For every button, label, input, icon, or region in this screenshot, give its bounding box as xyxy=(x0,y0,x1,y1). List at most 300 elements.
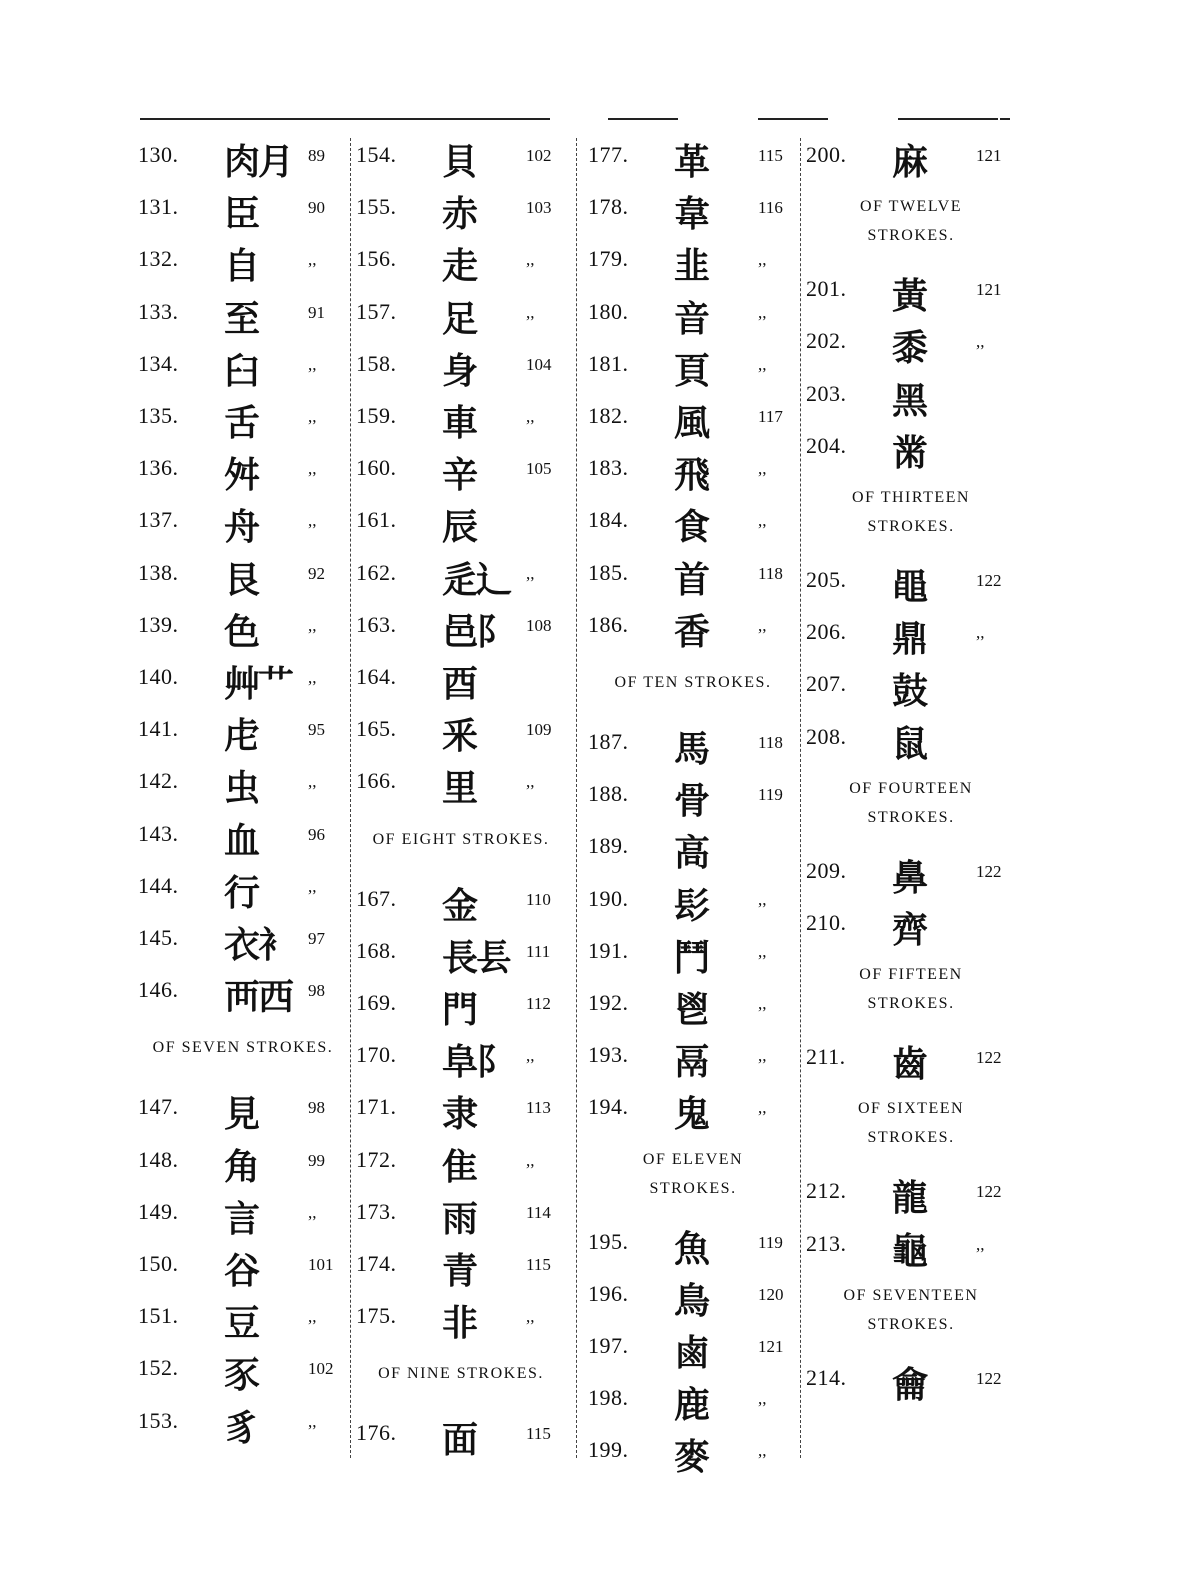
heading-line: OF TEN STROKES. xyxy=(614,674,772,691)
radical-character: 龜 xyxy=(892,1230,927,1272)
radical-character: 色 xyxy=(224,611,259,653)
radical-entry xyxy=(806,1217,1016,1272)
radical-index-page xyxy=(138,118,1016,1478)
page-reference: ,, xyxy=(758,1098,767,1118)
stroke-count-heading xyxy=(356,825,566,854)
heading-line: STROKES. xyxy=(867,995,955,1013)
radical-character: 釆 xyxy=(442,716,477,758)
page-reference: ,, xyxy=(526,250,535,270)
radical-entry xyxy=(138,493,348,549)
page-reference: 121 xyxy=(758,1337,784,1356)
radical-number: 207. xyxy=(806,671,847,697)
radical-entry xyxy=(806,1351,1016,1406)
page-reference: ,, xyxy=(976,1234,985,1254)
radical-entry xyxy=(806,657,1016,713)
radical-character: 韭 xyxy=(674,246,709,288)
radical-number: 146. xyxy=(138,977,179,1003)
radical-character: 角 xyxy=(224,1146,259,1188)
radical-entry xyxy=(806,262,1016,318)
radical-number: 140. xyxy=(138,664,179,689)
radical-character: 隶 xyxy=(442,1094,477,1136)
page-reference: 119 xyxy=(758,785,783,805)
page-reference: 92 xyxy=(308,563,325,583)
page-reference: ,, xyxy=(308,1307,317,1327)
radical-number: 135. xyxy=(138,403,179,428)
radical-entry xyxy=(356,1237,566,1292)
radical-entry xyxy=(588,1215,798,1270)
heading-line: STROKES. xyxy=(867,1129,955,1147)
page-reference: ,, xyxy=(758,354,767,374)
radical-entry xyxy=(588,1423,798,1479)
radical-number: 196. xyxy=(588,1280,629,1306)
radical-character: 虍 xyxy=(224,716,259,758)
radical-number: 141. xyxy=(138,716,179,742)
radical-character: 鬯 xyxy=(674,990,709,1031)
heading-line: STROKES. xyxy=(867,808,955,826)
radical-character: 青 xyxy=(442,1251,477,1292)
page-reference: 121 xyxy=(976,146,1002,165)
radical-number: 138. xyxy=(138,559,179,585)
page-reference: ,, xyxy=(308,772,317,792)
radical-number: 197. xyxy=(588,1333,629,1358)
page-reference: ,, xyxy=(308,1411,317,1431)
page-reference: ,, xyxy=(526,1307,535,1327)
page-reference: 122 xyxy=(976,861,1002,881)
page-reference: ,, xyxy=(526,772,535,792)
radical-number: 172. xyxy=(356,1146,397,1172)
radical-entry xyxy=(588,285,798,340)
radical-number: 160. xyxy=(356,455,397,481)
page-reference: ,, xyxy=(308,1202,317,1222)
page-reference: 97 xyxy=(308,929,325,948)
radical-number: 136. xyxy=(138,455,179,481)
radical-number: 175. xyxy=(356,1303,397,1329)
radical-entry xyxy=(806,1030,1016,1086)
stroke-count-heading xyxy=(806,1281,1016,1339)
radical-entry xyxy=(138,702,348,758)
radical-character: 麻 xyxy=(892,142,927,183)
radical-character: 襾西 xyxy=(224,977,293,1019)
radical-entry xyxy=(138,1237,348,1292)
heading-line: OF NINE STROKES. xyxy=(378,1365,544,1383)
radical-character: 韋 xyxy=(674,194,709,236)
radical-number: 205. xyxy=(806,567,847,592)
radical-entry xyxy=(356,650,566,705)
heading-line: OF FIFTEEN xyxy=(859,966,963,984)
page-reference: ,, xyxy=(308,459,317,479)
radical-number: 189. xyxy=(588,833,629,859)
page-reference: 111 xyxy=(526,941,551,961)
radical-number: 173. xyxy=(356,1198,397,1224)
page-reference: 114 xyxy=(526,1202,551,1222)
radical-character: 鬲 xyxy=(674,1042,709,1084)
radical-entry xyxy=(588,1028,798,1084)
radical-character: 舟 xyxy=(224,507,259,549)
radical-entry xyxy=(138,285,348,340)
page-reference: 122 xyxy=(976,1048,1002,1068)
heading-line: OF TWELVE xyxy=(860,198,962,216)
radical-character: 齊 xyxy=(892,910,927,951)
radical-number: 156. xyxy=(356,246,397,272)
page-reference: 121 xyxy=(976,280,1002,300)
radical-entry xyxy=(138,1289,348,1345)
heading-line: OF FOURTEEN xyxy=(849,779,973,797)
radical-entry xyxy=(138,389,348,444)
radical-character: 身 xyxy=(442,350,477,392)
radical-entry xyxy=(356,702,566,758)
radical-entry xyxy=(138,859,348,914)
radical-entry xyxy=(356,128,566,183)
page-reference: 95 xyxy=(308,720,325,740)
radical-entry xyxy=(356,180,566,236)
radical-character: 辛 xyxy=(442,455,477,497)
radical-character: 面 xyxy=(442,1420,477,1462)
top-rule xyxy=(140,118,550,120)
radical-entry xyxy=(138,650,348,705)
radical-number: 186. xyxy=(588,611,629,637)
radical-number: 168. xyxy=(356,937,397,963)
radical-character: 鳥 xyxy=(674,1280,709,1322)
radical-number: 184. xyxy=(588,507,629,533)
radical-entry xyxy=(806,367,1016,422)
radical-entry xyxy=(356,546,566,601)
radical-number: 188. xyxy=(588,781,629,807)
radical-entry xyxy=(356,754,566,810)
radical-entry xyxy=(588,493,798,549)
radical-number: 167. xyxy=(356,885,397,911)
radical-entry xyxy=(356,232,566,288)
radical-number: 174. xyxy=(356,1251,397,1276)
radical-entry xyxy=(806,419,1016,474)
index-column-4 xyxy=(806,128,1026,1478)
radical-character: 隹 xyxy=(442,1146,477,1188)
heading-line: OF SEVEN STROKES. xyxy=(152,1039,334,1057)
page-reference: 113 xyxy=(526,1098,551,1118)
radical-character: 衣衤 xyxy=(224,925,293,966)
radical-number: 203. xyxy=(806,380,847,406)
radical-number: 202. xyxy=(806,328,847,354)
radical-number: 154. xyxy=(356,142,397,167)
page-reference: 118 xyxy=(758,563,783,583)
radical-entry xyxy=(806,314,1016,370)
radical-character: 至 xyxy=(224,298,259,340)
page-reference: ,, xyxy=(758,302,767,322)
radical-entry xyxy=(806,605,1016,661)
radical-number: 182. xyxy=(588,403,629,428)
page-reference: ,, xyxy=(526,302,535,322)
radical-number: 142. xyxy=(138,768,179,794)
radical-entry xyxy=(806,1164,1016,1220)
page-reference: 105 xyxy=(526,459,552,479)
stroke-count-heading xyxy=(588,1145,798,1203)
page-reference: 117 xyxy=(758,407,783,426)
page-reference: ,, xyxy=(758,511,767,531)
radical-entry xyxy=(138,546,348,601)
heading-line: STROKES. xyxy=(649,1179,737,1197)
radical-entry xyxy=(588,441,798,497)
radical-number: 163. xyxy=(356,611,397,637)
radical-number: 143. xyxy=(138,820,179,846)
page-reference: 112 xyxy=(526,994,551,1013)
radical-character: 言 xyxy=(224,1198,259,1240)
radical-character: 門 xyxy=(442,990,477,1031)
column-divider xyxy=(576,138,577,1458)
radical-entry xyxy=(588,598,798,653)
radical-entry xyxy=(138,128,348,183)
radical-entry xyxy=(356,924,566,979)
page-reference: 110 xyxy=(526,889,551,909)
page-reference: 98 xyxy=(308,1098,325,1118)
radical-character: 髟 xyxy=(674,885,709,927)
radical-number: 149. xyxy=(138,1198,179,1224)
radical-character: 鬥 xyxy=(674,937,709,979)
radical-character: 肉月 xyxy=(224,142,293,183)
heading-line: STROKES. xyxy=(867,518,955,535)
radical-number: 165. xyxy=(356,716,397,742)
page-reference: 89 xyxy=(308,146,325,165)
radical-entry xyxy=(138,337,348,392)
top-rule xyxy=(898,118,998,120)
radical-entry xyxy=(356,441,566,497)
radical-entry xyxy=(588,1319,798,1374)
top-rule xyxy=(608,118,678,120)
radical-character: 飛 xyxy=(674,455,709,497)
radical-character: 龍 xyxy=(892,1178,927,1220)
page-reference: 108 xyxy=(526,615,552,635)
radical-entry xyxy=(138,598,348,653)
radical-number: 180. xyxy=(588,298,629,324)
radical-character: 自 xyxy=(224,246,259,288)
page-reference: 122 xyxy=(976,1368,1002,1388)
radical-entry xyxy=(806,844,1016,899)
radical-character: 黹 xyxy=(892,432,927,474)
radical-character: 金 xyxy=(442,885,477,927)
radical-number: 130. xyxy=(138,142,179,167)
radical-character: 走 xyxy=(442,246,477,288)
radical-character: 辰 xyxy=(442,507,477,549)
page-reference: ,, xyxy=(758,994,767,1013)
radical-number: 183. xyxy=(588,455,629,481)
radical-character: 見 xyxy=(224,1094,259,1136)
radical-number: 206. xyxy=(806,619,847,645)
radical-number: 171. xyxy=(356,1094,397,1120)
page-reference: ,, xyxy=(758,1046,767,1066)
radical-character: 首 xyxy=(674,559,709,601)
radical-character: 豸 xyxy=(224,1407,259,1449)
page-reference: 102 xyxy=(526,146,552,165)
radical-number: 157. xyxy=(356,298,397,324)
radical-number: 145. xyxy=(138,925,179,950)
radical-entry xyxy=(588,546,798,601)
heading-line: OF SEVENTEEN xyxy=(843,1286,979,1304)
radical-entry xyxy=(588,1080,798,1136)
radical-number: 169. xyxy=(356,990,397,1015)
page-reference: ,, xyxy=(526,563,535,583)
radical-entry xyxy=(138,1341,348,1397)
index-column-3 xyxy=(588,128,808,1478)
page-reference: 102 xyxy=(308,1359,334,1379)
top-rule xyxy=(1000,118,1010,120)
page-reference: ,, xyxy=(526,407,535,426)
radical-number: 133. xyxy=(138,298,179,324)
radical-entry xyxy=(588,180,798,236)
radical-character: 舌 xyxy=(224,403,259,444)
radical-character: 鼠 xyxy=(892,723,927,765)
radical-number: 195. xyxy=(588,1228,629,1254)
radical-entry xyxy=(356,1028,566,1084)
radical-entry xyxy=(356,1406,566,1462)
radical-number: 198. xyxy=(588,1385,629,1411)
radical-number: 158. xyxy=(356,350,397,376)
radical-character: 黽 xyxy=(892,567,927,608)
page-reference: ,, xyxy=(308,615,317,635)
page-reference: 90 xyxy=(308,198,325,218)
radical-character: 辵辶 xyxy=(442,559,511,601)
radical-entry xyxy=(356,1133,566,1188)
page-reference: ,, xyxy=(976,623,985,643)
radical-number: 177. xyxy=(588,142,629,167)
radical-entry xyxy=(588,128,798,183)
page-reference: ,, xyxy=(758,1389,767,1409)
radical-number: 148. xyxy=(138,1146,179,1172)
page-reference: 109 xyxy=(526,720,552,740)
page-reference: ,, xyxy=(758,889,767,909)
radical-character: 麥 xyxy=(674,1437,709,1479)
radical-entry xyxy=(806,128,1016,183)
radical-character: 非 xyxy=(442,1303,477,1345)
radical-character: 艮 xyxy=(224,559,259,601)
radical-entry xyxy=(588,872,798,927)
radical-number: 162. xyxy=(356,559,397,585)
radical-number: 212. xyxy=(806,1178,847,1204)
page-reference: ,, xyxy=(308,876,317,896)
radical-number: 211. xyxy=(806,1044,846,1070)
radical-character: 臼 xyxy=(224,350,259,392)
radical-character: 長镸 xyxy=(442,937,511,979)
radical-character: 魚 xyxy=(674,1228,709,1270)
radical-entry xyxy=(138,754,348,810)
radical-number: 139. xyxy=(138,611,179,637)
radical-number: 131. xyxy=(138,194,179,220)
radical-character: 里 xyxy=(442,768,477,810)
page-reference: 116 xyxy=(758,198,783,218)
radical-number: 193. xyxy=(588,1042,629,1068)
radical-entry xyxy=(138,232,348,288)
radical-entry xyxy=(138,441,348,497)
page-reference: 98 xyxy=(308,981,325,1001)
radical-number: 161. xyxy=(356,507,397,533)
heading-line: STROKES. xyxy=(867,227,955,245)
page-reference: ,, xyxy=(308,354,317,374)
page-reference: ,, xyxy=(758,459,767,479)
stroke-count-heading xyxy=(356,1359,566,1388)
radical-character: 香 xyxy=(674,611,709,653)
radical-number: 152. xyxy=(138,1355,179,1381)
radical-character: 谷 xyxy=(224,1251,259,1292)
stroke-count-heading xyxy=(588,668,798,697)
page-reference: ,, xyxy=(308,668,317,687)
radical-entry xyxy=(356,1289,566,1345)
radical-character: 赤 xyxy=(442,194,477,236)
radical-number: 187. xyxy=(588,729,629,754)
top-rule xyxy=(758,118,828,120)
page-reference: ,, xyxy=(758,941,767,961)
radical-entry xyxy=(588,337,798,392)
radical-number: 176. xyxy=(356,1420,397,1446)
stroke-count-heading xyxy=(806,774,1016,832)
radical-character: 舛 xyxy=(224,455,259,497)
radical-character: 黑 xyxy=(892,380,927,422)
page-reference: 115 xyxy=(526,1424,551,1444)
radical-number: 166. xyxy=(356,768,397,794)
radical-character: 黍 xyxy=(892,328,927,370)
radical-entry xyxy=(356,1080,566,1136)
radical-number: 191. xyxy=(588,937,629,963)
radical-character: 鼻 xyxy=(892,857,927,899)
page-reference: ,, xyxy=(758,1441,767,1461)
radical-number: 159. xyxy=(356,403,397,428)
radical-character: 骨 xyxy=(674,781,709,823)
radical-number: 132. xyxy=(138,246,179,272)
radical-number: 181. xyxy=(588,350,629,376)
radical-entry xyxy=(588,976,798,1031)
radical-entry xyxy=(588,715,798,770)
radical-entry xyxy=(138,1394,348,1449)
radical-character: 足 xyxy=(442,298,477,340)
radical-character: 臣 xyxy=(224,194,259,236)
radical-number: 179. xyxy=(588,246,629,272)
radical-character: 音 xyxy=(674,298,709,340)
radical-number: 208. xyxy=(806,723,847,749)
radical-entry xyxy=(806,896,1016,951)
radical-character: 鹿 xyxy=(674,1385,709,1427)
heading-line: OF ELEVEN xyxy=(642,1150,744,1168)
heading-line: STROKES. xyxy=(867,1315,955,1333)
radical-entry xyxy=(356,493,566,549)
stroke-count-heading xyxy=(806,483,1016,541)
radical-entry xyxy=(356,872,566,927)
radical-character: 雨 xyxy=(442,1198,477,1240)
radical-number: 144. xyxy=(138,872,179,898)
radical-character: 酉 xyxy=(442,664,477,705)
radical-entry xyxy=(356,337,566,392)
radical-entry xyxy=(138,963,348,1019)
page-reference: 103 xyxy=(526,198,552,218)
radical-character: 鼓 xyxy=(892,671,927,713)
radical-character: 鼎 xyxy=(892,619,927,661)
radical-entry xyxy=(138,1185,348,1240)
page-reference: 122 xyxy=(976,571,1002,590)
page-reference: 119 xyxy=(758,1232,783,1252)
radical-entry xyxy=(138,807,348,862)
radical-entry xyxy=(356,1185,566,1240)
page-reference: ,, xyxy=(308,511,317,531)
index-column-2 xyxy=(356,128,576,1478)
radical-entry xyxy=(588,767,798,823)
radical-character: 車 xyxy=(442,403,477,444)
radical-number: 134. xyxy=(138,350,179,376)
index-column-1 xyxy=(138,128,358,1478)
radical-number: 194. xyxy=(588,1094,629,1120)
radical-character: 風 xyxy=(674,403,709,444)
radical-entry xyxy=(356,285,566,340)
radical-number: 164. xyxy=(356,664,397,689)
radical-entry xyxy=(588,819,798,875)
radical-number: 147. xyxy=(138,1094,179,1120)
radical-character: 邑阝 xyxy=(442,611,511,653)
page-reference: ,, xyxy=(526,1046,535,1066)
radical-entry xyxy=(138,180,348,236)
